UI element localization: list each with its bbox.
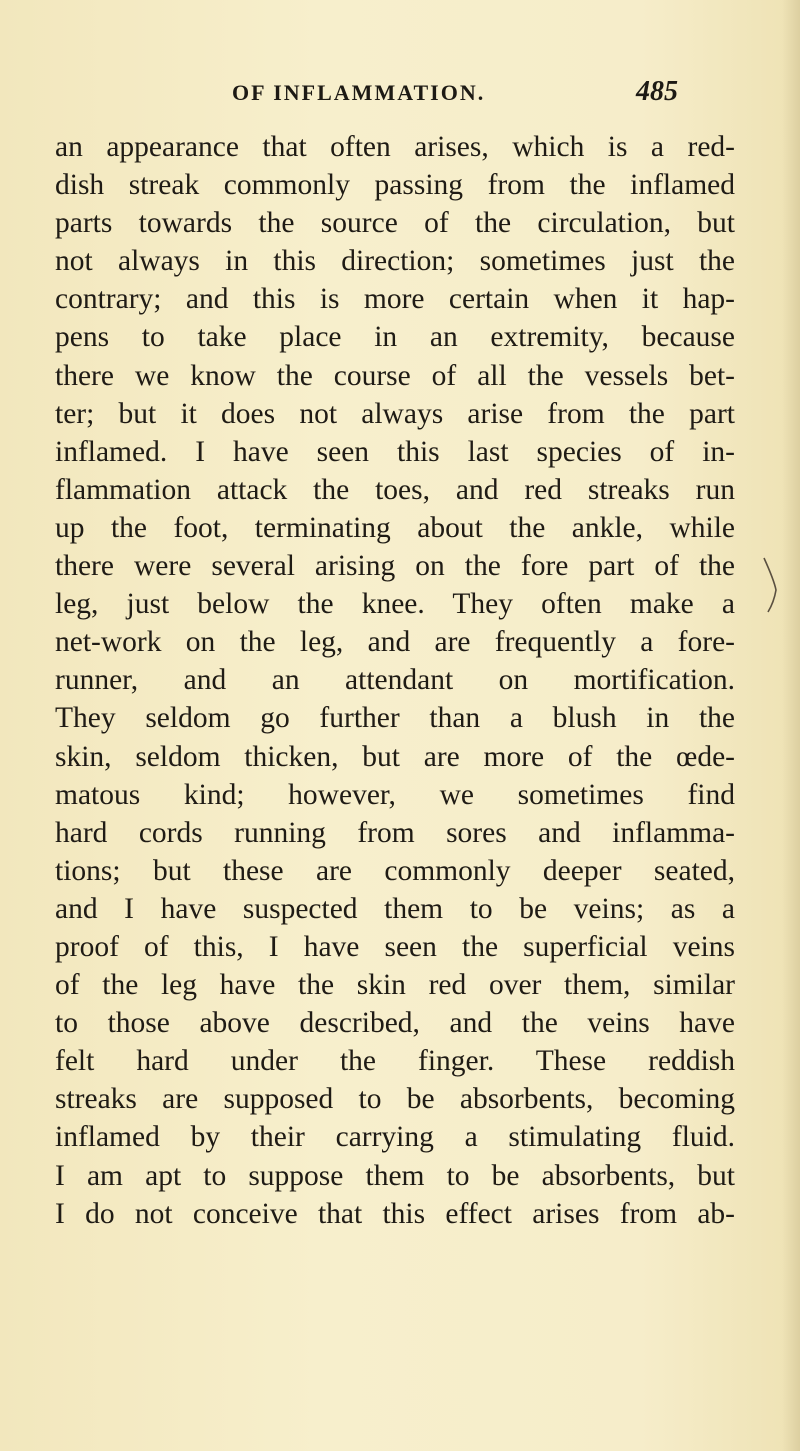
text-line: streaks are supposed to be absorbents, becoming bbox=[55, 1083, 735, 1116]
text-line: dish streak commonly passing from the inflamed bbox=[55, 169, 735, 202]
text-line: proof of this, I have seen the superficial veins bbox=[55, 930, 735, 963]
margin-bracket-mark bbox=[760, 550, 780, 620]
text-line: of the leg have the skin red over them, similar bbox=[55, 969, 735, 1002]
text-line: there we know the course of all the vessels bet- bbox=[55, 359, 735, 392]
text-line: I do not conceive that this effect arises from ab- bbox=[55, 1197, 735, 1230]
page-header bbox=[0, 76, 800, 120]
text-line: to those above described, and the veins have bbox=[55, 1007, 735, 1040]
text-line: They seldom go further than a blush in the bbox=[55, 702, 735, 735]
text-line: felt hard under the finger. These reddish bbox=[55, 1045, 735, 1078]
text-line: an appearance that often arises, which is a red- bbox=[55, 131, 735, 163]
text-line: flammation attack the toes, and red streaks run bbox=[55, 473, 735, 506]
text-line: pens to take place in an extremity, because bbox=[55, 321, 735, 354]
text-line: not always in this direction; sometimes just the bbox=[55, 245, 735, 278]
text-line: inflamed by their carrying a stimulating fluid. bbox=[55, 1121, 735, 1154]
text-line: leg, just below the knee. They often make a bbox=[55, 588, 735, 621]
text-line: I am apt to suppose them to be absorbents, but bbox=[55, 1159, 735, 1192]
text-line: tions; but these are commonly deeper seated, bbox=[55, 854, 735, 887]
running-title: OF INFLAMMATION. bbox=[232, 80, 486, 105]
text-line: inflamed. I have seen this last species of in- bbox=[55, 435, 735, 468]
text-line: and I have suspected them to be veins; as a bbox=[55, 892, 735, 925]
text-line: ter; but it does not always arise from the part bbox=[55, 397, 735, 430]
text-line: hard cords running from sores and inflamma- bbox=[55, 816, 735, 849]
body-text bbox=[55, 128, 735, 1233]
page-edge-shadow bbox=[782, 0, 800, 1451]
text-line: contrary; and this is more certain when it hap- bbox=[55, 283, 735, 316]
text-line: skin, seldom thicken, but are more of the œde- bbox=[55, 740, 735, 773]
text-line: matous kind; however, we sometimes find bbox=[55, 778, 735, 811]
text-line: parts towards the source of the circulation, but bbox=[55, 207, 735, 240]
text-line: there were several arising on the fore part of the bbox=[55, 550, 735, 583]
text-line: runner, and an attendant on mortification. bbox=[55, 664, 735, 697]
text-line: up the foot, terminating about the ankle, while bbox=[55, 511, 735, 544]
page-number: 485 bbox=[636, 76, 678, 107]
text-line: net-work on the leg, and are frequently a fore- bbox=[55, 626, 735, 659]
